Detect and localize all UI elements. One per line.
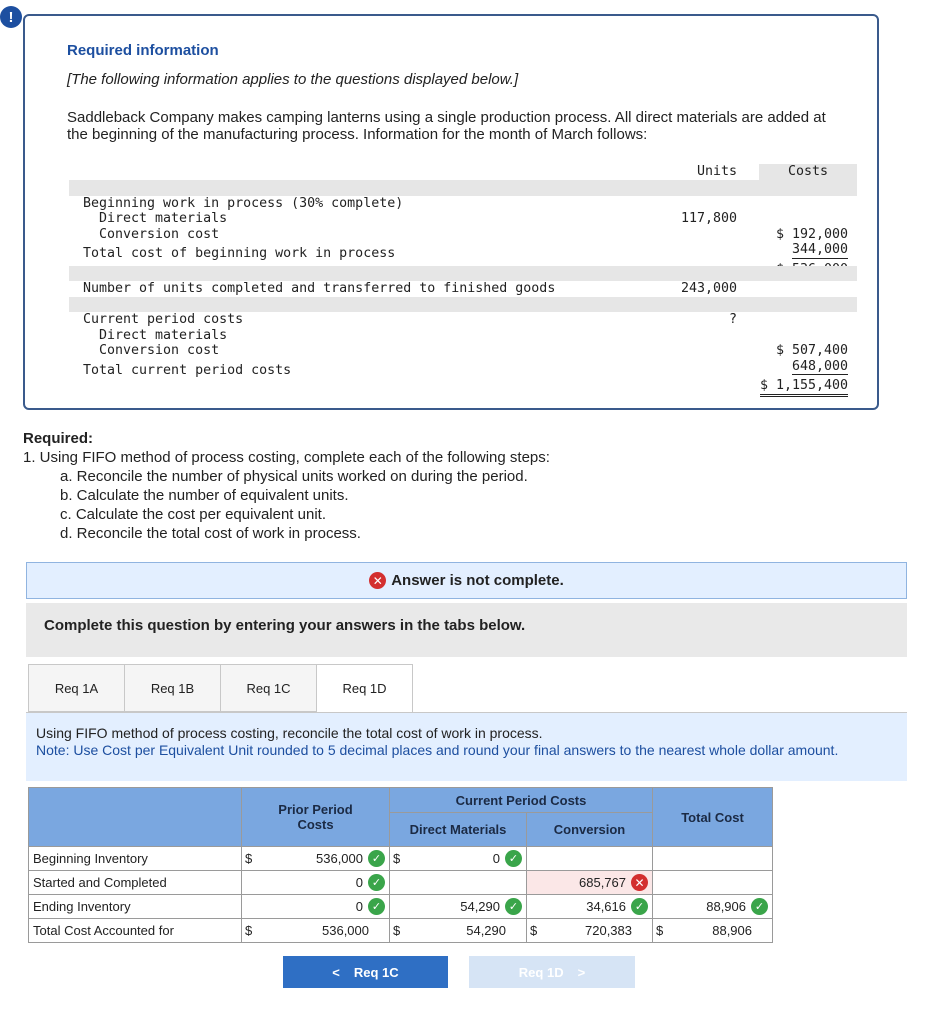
data-row: Current period costs	[69, 297, 857, 313]
data-row: Total current period costs $ 1,155,400	[69, 347, 857, 363]
chevron-right-icon: >	[577, 964, 586, 980]
wip-cost-table	[28, 787, 773, 943]
required-information-box	[23, 14, 879, 410]
total-cost-header: Total Cost	[653, 788, 773, 847]
error-icon: ✕	[631, 874, 648, 891]
conv-total: $ 720,383	[527, 919, 653, 943]
prior-total: $ 536,000	[242, 919, 390, 943]
table-row: Started and Completed 0 ✓ 685,767 ✕	[29, 871, 773, 895]
grand-total: $ 88,906	[653, 919, 773, 943]
data-row: Direct materials $ 192,000	[99, 211, 848, 242]
data-row: Number of units completed and transferred to finished goods	[69, 266, 857, 282]
complete-prompt: Complete this question by entering your answers in the tabs below.	[26, 603, 907, 657]
info-note: [The following information applies to the questions displayed below.]	[67, 71, 519, 88]
check-icon: ✓	[368, 874, 385, 891]
dm-input[interactable]: 54,290 ✓	[390, 895, 527, 919]
cost-data-table	[69, 164, 857, 393]
conv-input[interactable]: 34,616 ✓	[527, 895, 653, 919]
prior-input[interactable]: 0 ✓	[242, 895, 390, 919]
instructions-text: Using FIFO method of process costing, reconcile the total cost of work in process.	[36, 725, 543, 741]
answer-status-text: Answer is not complete.	[391, 572, 564, 589]
tab-req-1d[interactable]: Req 1D	[316, 664, 413, 713]
total-input[interactable]: 88,906 ✓	[653, 895, 773, 919]
conversion-header: Conversion	[527, 813, 653, 847]
check-icon: ✓	[631, 898, 648, 915]
data-row: Beginning work in process (30% complete) 117,800	[69, 180, 857, 196]
info-title: Required information	[67, 42, 219, 59]
check-icon: ✓	[505, 898, 522, 915]
direct-materials-header: Direct Materials	[390, 813, 527, 847]
table-row: Ending Inventory 0 ✓ 54,290 ✓ 34,616 ✓ 88,906 ✓	[29, 895, 773, 919]
prior-period-header: Prior Period Costs	[242, 788, 390, 847]
error-icon: ✕	[369, 572, 386, 589]
prior-input[interactable]: 0 ✓	[242, 871, 390, 895]
blank-header	[29, 788, 242, 847]
dm-input[interactable]	[390, 871, 527, 895]
dm-input[interactable]: $ 0 ✓	[390, 847, 527, 871]
info-intro: Saddleback Company makes camping lanterns using a single production process. All direct materials are added at the beginning of the manufacturing process. Information for the month of March follows:	[67, 109, 826, 143]
check-icon: ✓	[751, 898, 768, 915]
alert-icon: !	[0, 6, 22, 28]
dm-total: $ 54,290	[390, 919, 527, 943]
data-row: 243,000	[680, 281, 737, 296]
answer-status-bar	[26, 562, 907, 599]
total-input[interactable]	[653, 871, 773, 895]
tab-req-1a[interactable]: Req 1A	[28, 664, 125, 712]
prev-tab-button[interactable]: < Req 1C	[283, 956, 448, 988]
check-icon: ✓	[505, 850, 522, 867]
data-row: Conversion cost 648,000	[99, 343, 848, 374]
required-section: Required: 1. Using FIFO method of process costing, complete each of the following steps: a. Reconcile the number of physical units worked on during the period. b. Calculate the number of equivalent units. c. Calculate the cost per equivalent unit. d. Reconcile the total cost of work in process.	[23, 430, 550, 542]
next-tab-button[interactable]: Req 1D >	[469, 956, 635, 988]
data-row: Direct materials $ 507,400	[99, 327, 848, 358]
data-row: ?	[728, 312, 737, 327]
tab-req-1b[interactable]: Req 1B	[124, 664, 221, 712]
costs-header: Costs	[759, 164, 857, 180]
tab-bar	[28, 664, 412, 713]
conv-input[interactable]	[527, 847, 653, 871]
check-icon: ✓	[368, 898, 385, 915]
prior-input[interactable]: $ 536,000 ✓	[242, 847, 390, 871]
tab-req-1c[interactable]: Req 1C	[220, 664, 317, 712]
units-header: Units	[696, 164, 738, 179]
table-row: Beginning Inventory $ 536,000 ✓ $ 0 ✓	[29, 847, 773, 871]
current-period-header: Current Period Costs	[390, 788, 653, 813]
check-icon: ✓	[368, 850, 385, 867]
data-row: Total cost of beginning work in process	[69, 231, 857, 247]
instructions-note: Note: Use Cost per Equivalent Unit rounded to 5 decimal places and round your final answers to the nearest whole dollar amount.	[36, 742, 839, 758]
data-row: Conversion cost 344,000	[99, 226, 848, 257]
total-input[interactable]	[653, 847, 773, 871]
instructions-box	[26, 713, 907, 781]
table-row: Total Cost Accounted for $ 536,000 $ 54,290 $ 720,383 $ 88,906	[29, 919, 773, 943]
chevron-left-icon: <	[332, 964, 340, 980]
conv-input[interactable]: 685,767 ✕	[527, 871, 653, 895]
